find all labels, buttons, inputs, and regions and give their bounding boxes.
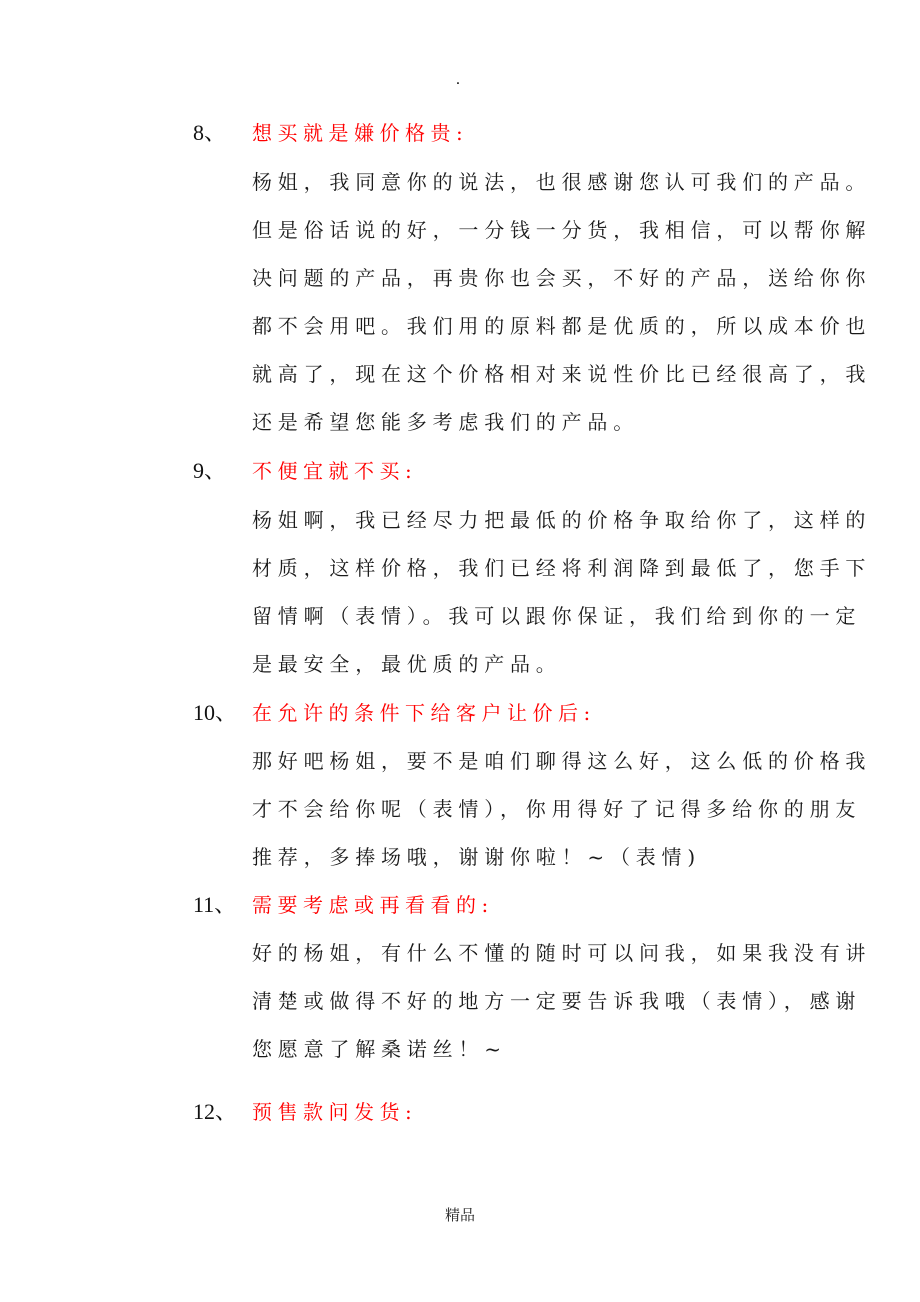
body-line: 清楚或做得不好的地方一定要告诉我哦（表情），感谢 xyxy=(252,989,862,1013)
body-line: 就高了，现在这个价格相对来说性价比已经很高了，我 xyxy=(252,362,872,386)
body-line: 是最安全，最优质的产品。 xyxy=(252,652,562,676)
body-line: 材质，这样价格，我们已经将利润降到最低了，您手下 xyxy=(252,556,872,580)
body-line: 才不会给你呢（表情），你用得好了记得多给你的朋友 xyxy=(252,797,862,821)
section-number: 8、 xyxy=(193,120,227,145)
body-line: 留情啊（表情）。我可以跟你保证，我们给到你的一定 xyxy=(252,604,862,628)
section-heading: 不便宜就不买: xyxy=(252,459,418,483)
section-heading: 预售款问发货: xyxy=(252,1100,418,1124)
body-line: 都不会用吧。我们用的原料都是优质的，所以成本价也 xyxy=(252,314,872,338)
section-number: 10、 xyxy=(193,700,238,725)
section-heading: 在允许的条件下给客户让价后: xyxy=(252,701,596,725)
section-number: 11、 xyxy=(193,892,237,917)
page-footer: 精品 xyxy=(444,1206,475,1224)
section-heading: 需要考虑或再看看的: xyxy=(252,893,494,917)
header-dot: . xyxy=(455,72,461,88)
section-number: 12、 xyxy=(193,1099,238,1124)
body-line: 那好吧杨姐，要不是咱们聊得这么好，这么低的价格我 xyxy=(252,749,872,773)
body-line: 推荐，多捧场哦，谢谢你啦！~（表情) xyxy=(252,845,701,869)
body-line: 杨姐啊，我已经尽力把最低的价格争取给你了，这样的 xyxy=(252,508,872,532)
body-line: 还是希望您能多考虑我们的产品。 xyxy=(252,410,639,434)
body-line: 决问题的产品，再贵你也会买，不好的产品，送给你你 xyxy=(252,266,872,290)
section-number: 9、 xyxy=(193,458,227,483)
body-line: 杨姐，我同意你的说法，也很感谢您认可我们的产品。 xyxy=(252,170,872,194)
section-heading: 想买就是嫌价格贵: xyxy=(252,121,469,145)
body-line: 但是俗话说的好，一分钱一分货，我相信，可以帮你解 xyxy=(252,218,872,242)
body-line: 您愿意了解桑诺丝！~ xyxy=(252,1037,507,1061)
body-line: 好的杨姐，有什么不懂的随时可以问我，如果我没有讲 xyxy=(252,941,872,965)
